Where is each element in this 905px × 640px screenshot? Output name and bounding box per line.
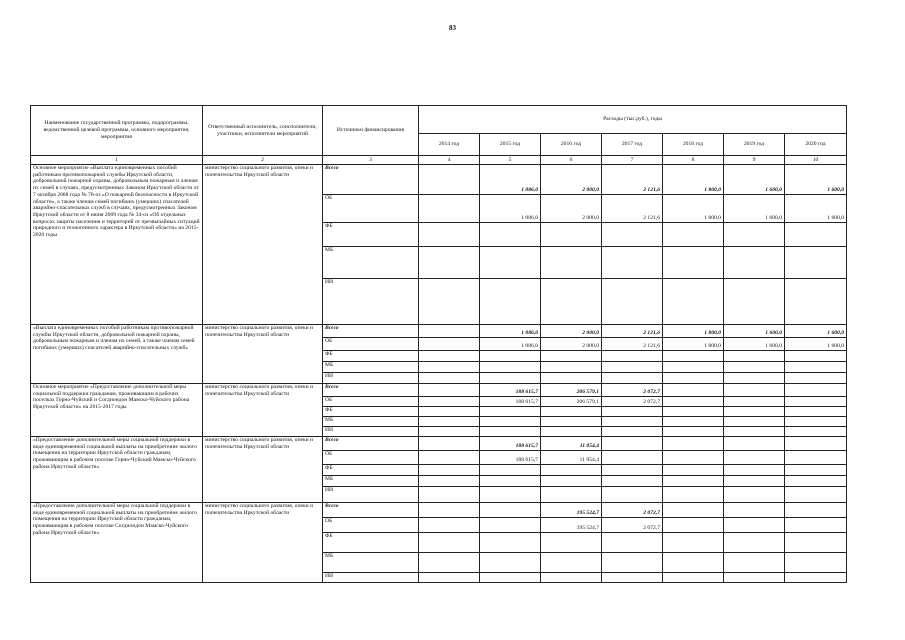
amount-cell: 1 086,0	[480, 195, 541, 223]
table-row	[31, 503, 847, 518]
amount-cell	[785, 223, 847, 247]
funding-source: Всего	[323, 437, 419, 451]
funding-source: ФБ	[323, 465, 419, 476]
amount-cell	[663, 427, 724, 437]
amount-cell	[724, 553, 785, 573]
amount-cell	[663, 437, 724, 451]
funding-source: ФБ	[323, 533, 419, 553]
amount-cell	[724, 427, 785, 437]
amount-cell	[419, 373, 480, 384]
amount-cell	[724, 437, 785, 451]
amount-cell	[419, 417, 480, 427]
amount-cell: 2 121,6	[602, 165, 663, 195]
amount-cell	[785, 279, 847, 325]
table-body	[31, 165, 847, 583]
amount-cell	[419, 487, 480, 503]
amount-cell	[724, 518, 785, 533]
funding-source: МБ	[323, 362, 419, 373]
funding-source: МБ	[323, 476, 419, 487]
amount-cell: 1 600,0	[724, 195, 785, 223]
amount-cell	[541, 417, 602, 427]
amount-cell	[419, 427, 480, 437]
funding-source: ОБ	[323, 518, 419, 533]
executor: министерство социального развития, опеки и попечительства Иркутской области	[203, 437, 323, 503]
funding-source: Всего	[323, 165, 419, 195]
amount-cell	[480, 518, 541, 533]
amount-cell	[663, 518, 724, 533]
amount-cell: 1 600,0	[785, 325, 847, 338]
amount-cell: 2 072,7	[602, 503, 663, 518]
amount-cell	[602, 373, 663, 384]
header-col-name: Наименование государственной программы, подпрограммы, ведомственной целевой программы, основного мероприятия, мероприятия	[31, 106, 203, 156]
amount-cell	[480, 373, 541, 384]
amount-cell	[724, 397, 785, 407]
amount-cell	[602, 247, 663, 279]
header-col-executor: Ответственный исполнитель, соисполнители, участники, исполнители мероприятий	[203, 106, 323, 156]
amount-cell	[419, 338, 480, 351]
amount-cell	[602, 437, 663, 451]
amount-cell	[419, 223, 480, 247]
amount-cell	[602, 553, 663, 573]
amount-cell	[663, 397, 724, 407]
amount-cell	[480, 503, 541, 518]
amount-cell	[419, 437, 480, 451]
funding-source: ОБ	[323, 195, 419, 223]
amount-cell	[663, 451, 724, 465]
amount-cell	[541, 487, 602, 503]
amount-cell	[785, 373, 847, 384]
amount-cell: 1 600,0	[785, 338, 847, 351]
amount-cell	[480, 247, 541, 279]
header-col-number: 6	[541, 156, 602, 165]
header-col-number: 1	[31, 156, 203, 165]
amount-cell: 2 072,7	[602, 518, 663, 533]
amount-cell	[724, 351, 785, 362]
amount-cell	[419, 351, 480, 362]
amount-cell	[785, 362, 847, 373]
amount-cell	[663, 553, 724, 573]
amount-cell	[663, 223, 724, 247]
header-col-number: 3	[323, 156, 419, 165]
header-col-number: 4	[419, 156, 480, 165]
amount-cell	[785, 247, 847, 279]
amount-cell	[724, 573, 785, 583]
amount-cell	[480, 362, 541, 373]
amount-cell	[541, 407, 602, 417]
amount-cell: 2 000,0	[541, 338, 602, 351]
amount-cell	[602, 476, 663, 487]
amount-cell	[419, 362, 480, 373]
amount-cell	[785, 351, 847, 362]
amount-cell	[663, 573, 724, 583]
amount-cell	[724, 487, 785, 503]
amount-cell	[480, 476, 541, 487]
funding-source: МБ	[323, 553, 419, 573]
funding-source: МБ	[323, 417, 419, 427]
amount-cell	[785, 533, 847, 553]
executor: министерство социального развития, опеки и попечительства Иркутской области	[203, 325, 323, 384]
amount-cell	[480, 351, 541, 362]
amount-cell	[602, 573, 663, 583]
funding-source: Всего	[323, 325, 419, 338]
header-year: 2016 год	[541, 134, 602, 156]
amount-cell	[785, 573, 847, 583]
amount-cell	[663, 476, 724, 487]
amount-cell	[419, 518, 480, 533]
amount-cell	[785, 476, 847, 487]
amount-cell	[602, 533, 663, 553]
amount-cell	[663, 465, 724, 476]
amount-cell: 1 086,0	[480, 165, 541, 195]
funding-source: ФБ	[323, 351, 419, 362]
amount-cell	[724, 247, 785, 279]
amount-cell	[663, 279, 724, 325]
amount-cell	[541, 351, 602, 362]
executor: министерство социального развития, опеки и попечительства Иркутской области	[203, 503, 323, 583]
funding-source: ИИ	[323, 487, 419, 503]
funding-source: ФБ	[323, 407, 419, 417]
amount-cell	[602, 223, 663, 247]
amount-cell	[419, 553, 480, 573]
amount-cell	[602, 362, 663, 373]
amount-cell	[480, 407, 541, 417]
amount-cell	[602, 351, 663, 362]
amount-cell	[785, 437, 847, 451]
header-year: 2014 год	[419, 134, 480, 156]
amount-cell	[419, 573, 480, 583]
table-row	[31, 437, 847, 451]
amount-cell	[419, 195, 480, 223]
amount-cell	[419, 465, 480, 476]
header-expenses: Расходы (тыс.руб.), годы	[419, 106, 847, 134]
amount-cell	[724, 384, 785, 397]
amount-cell: 1 600,0	[724, 325, 785, 338]
amount-cell	[724, 451, 785, 465]
page-number: 83	[449, 24, 456, 32]
amount-cell	[663, 362, 724, 373]
amount-cell	[602, 427, 663, 437]
amount-cell	[724, 465, 785, 476]
amount-cell: 2 121,6	[602, 195, 663, 223]
amount-cell	[541, 279, 602, 325]
expenses-table	[30, 105, 847, 583]
measure-name: Основное мероприятие «Предоставление дополнительной меры социальной поддержки гражданам, проживающим в рабочих поселках Горно-Чуйский и Согдиондон Мамско-Чуйского района Иркутской области» на 2015-2017 годы	[31, 384, 203, 437]
header-col-number: 7	[602, 156, 663, 165]
amount-cell	[724, 533, 785, 553]
amount-cell	[480, 427, 541, 437]
amount-cell	[419, 165, 480, 195]
header-year: 2017 год	[602, 134, 663, 156]
amount-cell	[602, 451, 663, 465]
funding-source: ИИ	[323, 427, 419, 437]
amount-cell	[480, 223, 541, 247]
amount-cell	[541, 373, 602, 384]
amount-cell	[480, 465, 541, 476]
amount-cell	[663, 373, 724, 384]
amount-cell	[541, 223, 602, 247]
amount-cell	[785, 487, 847, 503]
amount-cell	[663, 487, 724, 503]
amount-cell: 2 121,6	[602, 338, 663, 351]
amount-cell	[785, 407, 847, 417]
amount-cell	[419, 384, 480, 397]
amount-cell	[541, 533, 602, 553]
amount-cell	[419, 451, 480, 465]
funding-source: ОБ	[323, 451, 419, 465]
amount-cell	[419, 407, 480, 417]
table-row	[31, 384, 847, 397]
amount-cell	[785, 417, 847, 427]
amount-cell: 195 524,7	[541, 503, 602, 518]
amount-cell	[724, 279, 785, 325]
funding-source: ИИ	[323, 279, 419, 325]
funding-source: ФБ	[323, 223, 419, 247]
amount-cell	[663, 247, 724, 279]
amount-cell	[602, 465, 663, 476]
header-col-number: 2	[203, 156, 323, 165]
executor: министерство социального развития, опеки и попечительства Иркутской области	[203, 165, 323, 325]
amount-cell: 1 600,0	[785, 165, 847, 195]
amount-cell	[785, 518, 847, 533]
funding-source: ИИ	[323, 573, 419, 583]
amount-cell	[785, 397, 847, 407]
header-year: 2019 год	[724, 134, 785, 156]
amount-cell	[724, 223, 785, 247]
amount-cell	[724, 417, 785, 427]
amount-cell: 1 600,0	[724, 338, 785, 351]
amount-cell: 1 800,0	[663, 338, 724, 351]
funding-source: МБ	[323, 247, 419, 279]
amount-cell	[419, 397, 480, 407]
amount-cell	[663, 503, 724, 518]
amount-cell	[419, 325, 480, 338]
amount-cell: 188 615,7	[480, 451, 541, 465]
measure-name: «Предоставление дополнительной меры социальной поддержки в виде единовременной социальной выплаты на приобретение жилого помещения на территории Иркутской области гражданам, проживающим в рабочем поселке Согдиондон Мамско-Чуйского района Иркутской области»	[31, 503, 203, 583]
amount-cell	[724, 503, 785, 518]
header-col-number: 10	[785, 156, 847, 165]
amount-cell: 206 579,1	[541, 397, 602, 407]
amount-cell	[480, 533, 541, 553]
amount-cell: 188 615,7	[480, 397, 541, 407]
amount-cell	[480, 417, 541, 427]
amount-cell: 2 000,0	[541, 325, 602, 338]
funding-source: ОБ	[323, 397, 419, 407]
table-row	[31, 325, 847, 338]
executor: министерство социального развития, опеки и попечительства Иркутской области	[203, 384, 323, 437]
amount-cell: 2 072,7	[602, 397, 663, 407]
measure-name: «Выплата единовременных пособий работникам противопожарной службы Иркутской области, добровольной пожарной охраны, добровольным пожарным и членам их семей, а также членам семей погибших (умерших) спасателей аварийно-спасательных служб»	[31, 325, 203, 384]
amount-cell: 1 800,0	[663, 325, 724, 338]
amount-cell	[663, 533, 724, 553]
amount-cell	[419, 476, 480, 487]
amount-cell	[419, 533, 480, 553]
amount-cell	[785, 427, 847, 437]
funding-source: ИИ	[323, 373, 419, 384]
header-col-number: 9	[724, 156, 785, 165]
amount-cell	[663, 417, 724, 427]
amount-cell	[541, 427, 602, 437]
amount-cell	[480, 573, 541, 583]
header-col-number: 8	[663, 156, 724, 165]
header-year: 2020 год	[785, 134, 847, 156]
funding-source: Всего	[323, 503, 419, 518]
amount-cell: 206 579,1	[541, 384, 602, 397]
amount-cell	[602, 279, 663, 325]
amount-cell	[602, 487, 663, 503]
amount-cell: 2 000,0	[541, 165, 602, 195]
amount-cell: 1 800,0	[663, 165, 724, 195]
amount-cell	[541, 247, 602, 279]
amount-cell: 2 000,0	[541, 195, 602, 223]
amount-cell	[541, 573, 602, 583]
amount-cell	[724, 373, 785, 384]
amount-cell	[419, 247, 480, 279]
funding-source: ОБ	[323, 338, 419, 351]
amount-cell	[480, 279, 541, 325]
header-year: 2018 год	[663, 134, 724, 156]
amount-cell	[785, 384, 847, 397]
funding-source: Всего	[323, 384, 419, 397]
amount-cell	[480, 487, 541, 503]
amount-cell: 2 121,6	[602, 325, 663, 338]
amount-cell: 1 600,0	[724, 165, 785, 195]
amount-cell	[480, 553, 541, 573]
amount-cell	[785, 503, 847, 518]
amount-cell: 11 054,4	[541, 437, 602, 451]
amount-cell	[419, 503, 480, 518]
measure-name: «Предоставление дополнительной меры социальной поддержки в виде единовременной социальной выплаты на приобретение жилого помещения на территории Иркутской области гражданам, проживающим в рабочем поселке Горно-Чуйский Мамско-Чуйского района Иркутской области»	[31, 437, 203, 503]
amount-cell	[602, 407, 663, 417]
amount-cell	[785, 465, 847, 476]
amount-cell	[541, 476, 602, 487]
header-col-sources: Источники финансирования	[323, 106, 419, 156]
amount-cell: 188 615,7	[480, 437, 541, 451]
amount-cell	[724, 407, 785, 417]
amount-cell: 2 072,7	[602, 384, 663, 397]
amount-cell	[785, 553, 847, 573]
amount-cell	[663, 407, 724, 417]
amount-cell	[541, 362, 602, 373]
amount-cell	[663, 384, 724, 397]
amount-cell	[724, 476, 785, 487]
amount-cell	[541, 465, 602, 476]
header-year: 2015 год	[480, 134, 541, 156]
amount-cell: 195 524,7	[541, 518, 602, 533]
measure-name: Основное мероприятие «Выплата единовременных пособий работникам противопожарной службы Иркутской области, добровольной пожарной охраны, добровольным пожарным и членам их семей в случаях, предусмотренных Законом Иркутской области от 7 октября 2008 года № 78-оз «О пожарной безопасности в Иркутской области», а также членам семей погибших (умерших) спасателей аварийно-спасательных служб в случаях, предусмотренных Законом Иркутской области от 8 июня 2009 года № 34-оз «Об отдельных вопросах защиты населения и территорий от чрезвычайных ситуаций природного и техногенного характера в Иркутской области» на 2015-2020 годы	[31, 165, 203, 325]
amount-cell	[602, 417, 663, 427]
amount-cell	[419, 279, 480, 325]
amount-cell: 188 615,7	[480, 384, 541, 397]
amount-cell	[663, 351, 724, 362]
table-row	[31, 165, 847, 195]
amount-cell: 11 054,4	[541, 451, 602, 465]
amount-cell: 1 086,0	[480, 325, 541, 338]
amount-cell	[541, 553, 602, 573]
amount-cell	[724, 362, 785, 373]
amount-cell: 1 600,0	[785, 195, 847, 223]
amount-cell: 1 800,0	[663, 195, 724, 223]
header-col-number: 5	[480, 156, 541, 165]
amount-cell	[785, 451, 847, 465]
amount-cell: 1 086,0	[480, 338, 541, 351]
